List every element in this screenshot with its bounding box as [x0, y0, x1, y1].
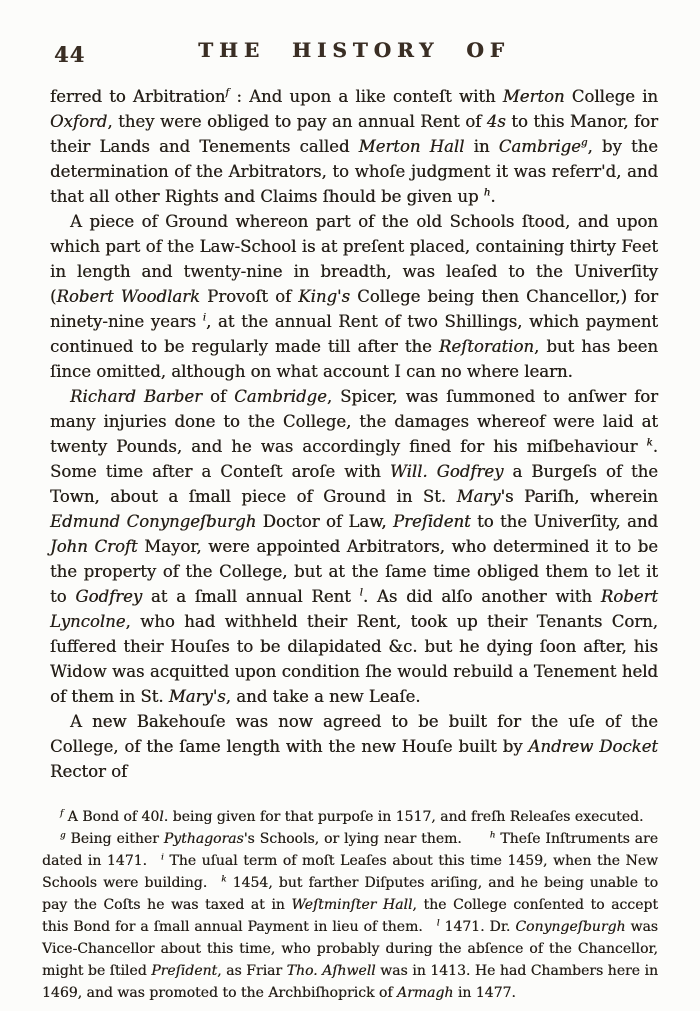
paragraph-ground-lease: A piece of Ground whereon part of the old Schools ſtood, and upon which part of the Law-School is at preſent placed, containing thirty Feet in length and twenty-nine in breadth, was leaſed to the Univerſity (Robert Woodlark Provoſt of King's College being then Chancellor,) for ninety-nine years $^i$, at the annual Rent of two Shillings, which payment continued to be regularly made till after the Reſtoration, but has been ſince omitted, although on what account I can no where learn.: [50, 212, 658, 381]
page-number: 44: [54, 42, 86, 67]
page-header: [50, 38, 658, 72]
paragraph-richard-barber: Richard Barber of Cambridge, Spicer, was ſummoned to anſwer for many injuries done to the College, the damages whereof were laid at twenty Pounds, and he was accordingly fined for his miſbehaviour $^k$. Some time after a Conteſt aroſe with Will. Godfrey a Burgeſs of the Town, about a ſmall piece of Ground in St. Mary's Pariſh, wherein Edmund Conyngeſburgh Doctor of Law, Preſident to the Univerſity, and John Croft Mayor, were appointed Arbitrators, who determined it to be the property of the College, but at the ſame time obliged them to let it to Godfrey at a ſmall annual Rent $^l$. As did alſo another with Robert Lyncolne, who had withheld their Rent, took up their Tenants Corn, ſuffered their Houſes to be dilapidated &c. but he dying ſoon after, his Widow was acquitted upon condition ſhe would rebuild a Tenement held of them in St. Mary's, and take a new Leaſe.: [50, 387, 658, 706]
footnotes: [42, 806, 658, 1004]
body-text: [50, 84, 658, 784]
footnote-g-to-l: $^g$ Being either Pythagoras's Schools, or lying near them. $^h$ Theſe Inſtruments are dated in 1471. $^i$ The uſual term of moſt Leaſes about this time 1459, when the New Schools were building. $^k$ 1454, but farther Diſputes ariſing, and he being unable to pay the Coſts he was taxed at in Weſtminſter Hall, the College conſented to accept this Bond for a ſmall annual Payment in lieu of them. $^l$ 1471. Dr. Conyngeſburgh was Vice-Chancellor about this time, who probably during the abſence of the Chancellor, might be ſtiled Preſident, as Friar Tho. Aſhwell was in 1413. He had Chambers here in 1469, and was promoted to the Archbiſhoprick of Armagh in 1477.: [42, 830, 659, 1001]
running-title: THE HISTORY OF: [198, 38, 510, 62]
paragraph-bakehouse: A new Bakehouſe was now agreed to be built for the uſe of the College, of the ſame length with the new Houſe built by Andrew Docket Rector of: [50, 712, 658, 781]
paragraph-continued: ferred to Arbitration$^f$ : And upon a like conteſt with Merton College in Oxford, they were obliged to pay an annual Rent of 4s to this Manor, for their Lands and Tenements called Merton Hall in Cambrige$^g$, by the determination of the Arbitrators, to whoſe judgment it was referr'd, and that all other Rights and Claims ſhould be given up $^h$.: [50, 87, 658, 206]
footnote-f: $^f$ A Bond of 40l. being given for that purpoſe in 1517, and freſh Releaſes executed.: [60, 808, 644, 825]
